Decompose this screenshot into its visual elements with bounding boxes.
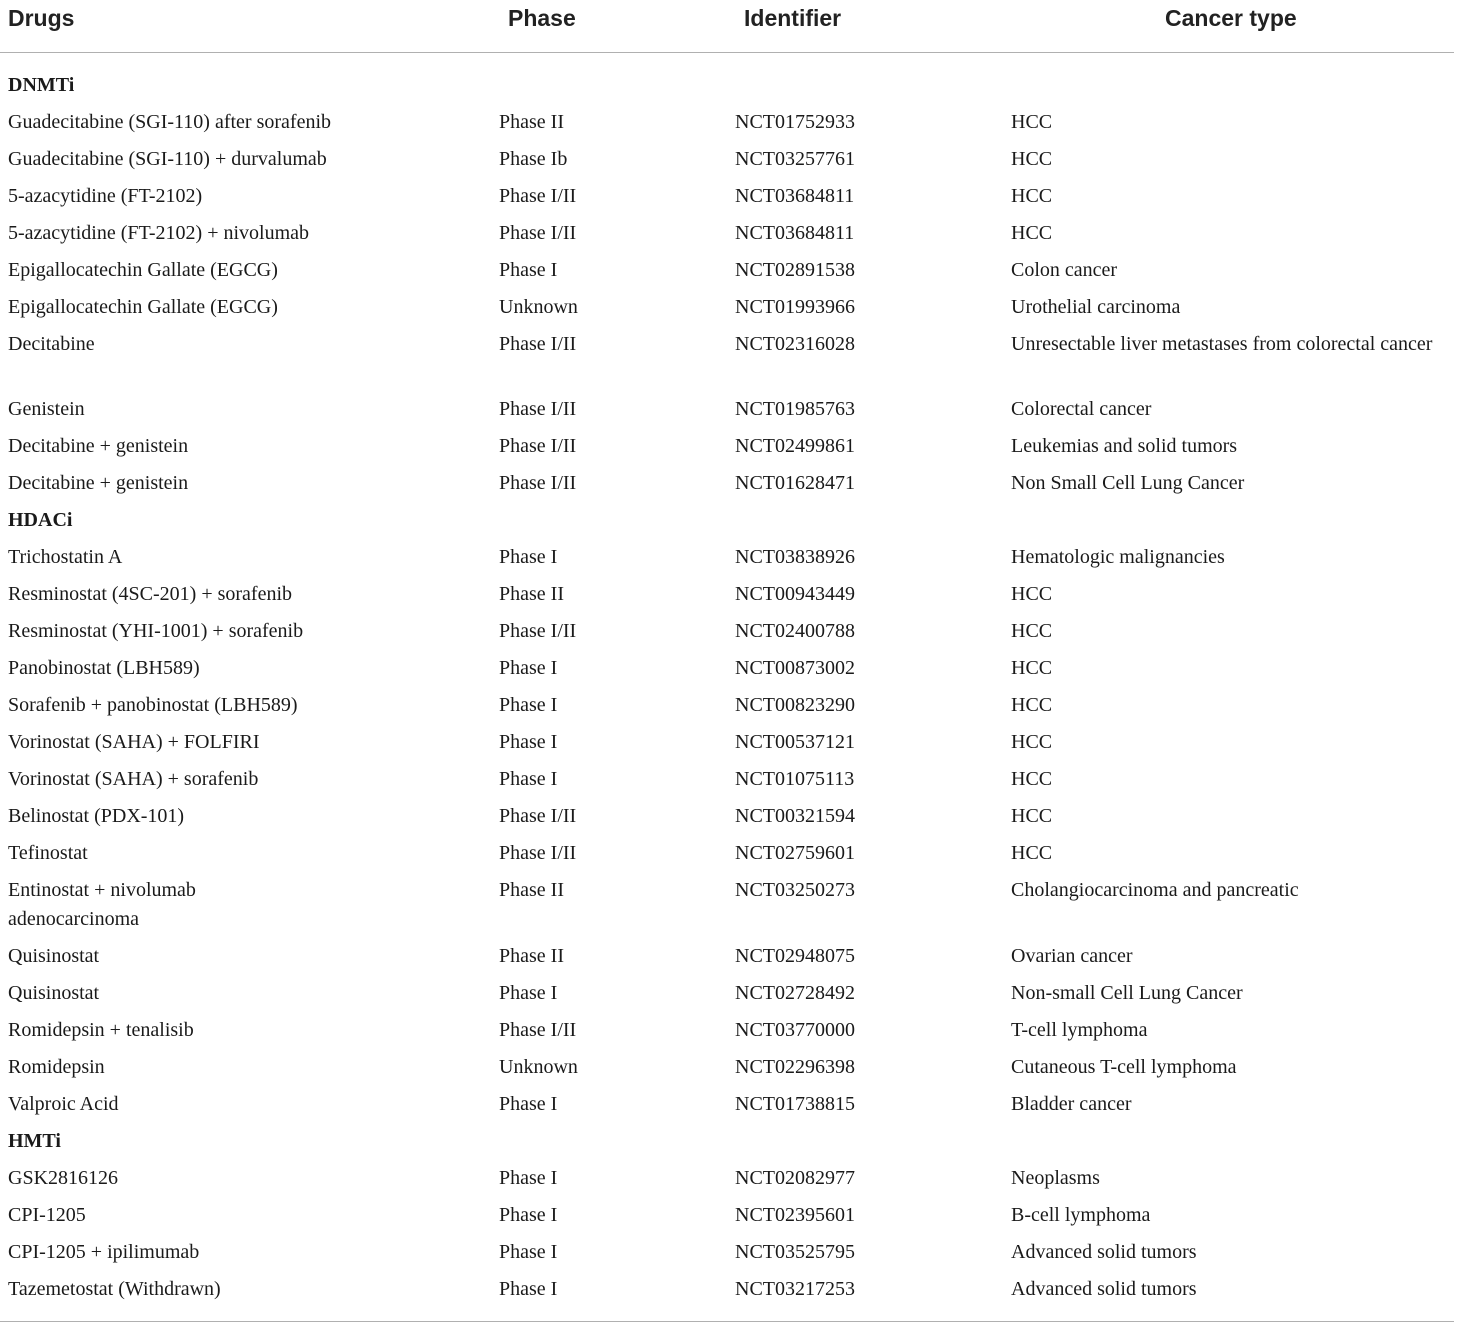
drug-cell: Tefinostat: [8, 842, 88, 864]
drug-cell-continuation: adenocarcinoma: [8, 907, 140, 930]
identifier-cell: NCT03770000: [735, 1018, 855, 1041]
cancer-type-cell: HCC: [1011, 731, 1053, 753]
phase-cell: Phase I/II: [499, 185, 577, 207]
phase-cell: Unknown: [499, 296, 578, 318]
drug-cell: Valproic Acid: [8, 1092, 119, 1115]
cancer-type-cell: Cholangiocarcinoma and pancreatic: [1011, 879, 1299, 901]
cancer-type-cell: Colorectal cancer: [1011, 398, 1152, 420]
identifier-cell: NCT00321594: [735, 805, 855, 827]
cancer-type-cell: Non Small Cell Lung Cancer: [1011, 472, 1245, 494]
phase-cell: Phase I: [499, 259, 558, 281]
drug-cell: Quisinostat: [8, 944, 100, 967]
bottom-rule: [0, 1321, 1454, 1322]
header-drugs: Drugs: [8, 5, 75, 31]
drug-cell: Belinostat (PDX-101): [8, 805, 185, 827]
drug-cell: Panobinostat (LBH589): [8, 657, 200, 679]
phase-cell: Phase I/II: [499, 472, 577, 494]
cancer-type-cell: HCC: [1011, 185, 1053, 207]
drug-cell: Genistein: [8, 398, 85, 420]
phase-cell: Phase II: [499, 879, 564, 901]
drug-cell: 5-azacytidine (FT-2102) + nivolumab: [8, 222, 310, 244]
identifier-cell: NCT03684811: [735, 222, 855, 244]
header-cancer-type: Cancer type: [1165, 5, 1297, 31]
section-heading: DNMTi: [8, 74, 75, 96]
cancer-type-cell: Unresectable liver metastases from colorectal cancer: [1011, 333, 1433, 355]
phase-cell: Phase I: [499, 731, 558, 753]
identifier-cell: NCT01628471: [735, 472, 855, 494]
section-heading: HDACi: [8, 509, 73, 531]
drug-cell: Vorinostat (SAHA) + FOLFIRI: [8, 731, 260, 753]
identifier-cell: NCT02082977: [735, 1166, 855, 1189]
identifier-cell: NCT03250273: [735, 879, 855, 901]
drug-cell: GSK2816126: [8, 1166, 119, 1189]
cancer-type-cell: HCC: [1011, 111, 1053, 133]
cancer-type-cell: Advanced solid tumors: [1011, 1277, 1197, 1300]
phase-cell: Phase I/II: [499, 333, 577, 355]
cancer-type-cell: HCC: [1011, 148, 1053, 170]
phase-cell: Phase I/II: [499, 435, 577, 457]
identifier-cell: NCT02948075: [735, 944, 855, 967]
phase-cell: Phase I: [499, 1277, 558, 1300]
cancer-type-cell: HCC: [1011, 620, 1053, 642]
header-phase: Phase: [508, 5, 576, 31]
drug-cell: Decitabine + genistein: [8, 472, 189, 494]
header-identifier: Identifier: [744, 5, 842, 31]
cancer-type-cell: Urothelial carcinoma: [1011, 296, 1181, 318]
drug-cell: Decitabine: [8, 333, 95, 355]
drug-cell: Vorinostat (SAHA) + sorafenib: [8, 768, 259, 790]
identifier-cell: NCT03838926: [735, 546, 855, 568]
cancer-type-cell: Colon cancer: [1011, 259, 1118, 281]
cancer-type-cell: Neoplasms: [1011, 1166, 1100, 1189]
identifier-cell: NCT01985763: [735, 398, 855, 420]
identifier-cell: NCT00537121: [735, 731, 855, 753]
identifier-cell: NCT02499861: [735, 435, 855, 457]
identifier-cell: NCT01075113: [735, 768, 855, 790]
phase-cell: Phase II: [499, 111, 564, 133]
phase-cell: Phase I: [499, 1240, 558, 1263]
phase-cell: Phase II: [499, 583, 564, 605]
drug-cell: Trichostatin A: [8, 546, 123, 568]
phase-cell: Phase I/II: [499, 398, 577, 420]
drug-cell: CPI-1205: [8, 1203, 86, 1226]
identifier-cell: NCT02728492: [735, 981, 855, 1004]
phase-cell: Phase I: [499, 694, 558, 716]
cancer-type-cell: HCC: [1011, 842, 1053, 864]
identifier-cell: NCT02395601: [735, 1203, 855, 1226]
drug-cell: Epigallocatechin Gallate (EGCG): [8, 296, 278, 318]
phase-cell: Phase I: [499, 546, 558, 568]
phase-cell: Phase I: [499, 1166, 558, 1189]
drug-cell: CPI-1205 + ipilimumab: [8, 1240, 200, 1263]
phase-cell: Phase Ib: [499, 148, 568, 170]
cancer-type-cell: HCC: [1011, 694, 1053, 716]
drug-cell: Guadecitabine (SGI-110) after sorafenib: [8, 111, 332, 133]
cancer-type-cell: B-cell lymphoma: [1011, 1203, 1151, 1226]
phase-cell: Phase I/II: [499, 222, 577, 244]
phase-cell: Phase II: [499, 944, 564, 967]
drug-cell: Tazemetostat (Withdrawn): [8, 1277, 221, 1300]
identifier-cell: NCT00943449: [735, 583, 855, 605]
cancer-type-cell: HCC: [1011, 583, 1053, 605]
header-rule: [0, 52, 1454, 53]
phase-cell: Phase I/II: [499, 805, 577, 827]
identifier-cell: NCT02891538: [735, 259, 855, 281]
identifier-cell: NCT03257761: [735, 148, 855, 170]
cancer-type-cell: HCC: [1011, 222, 1053, 244]
drug-cell: Sorafenib + panobinostat (LBH589): [8, 694, 298, 716]
drug-cell: Epigallocatechin Gallate (EGCG): [8, 259, 278, 281]
identifier-cell: NCT01993966: [735, 296, 855, 318]
phase-cell: Phase I: [499, 1092, 558, 1115]
identifier-cell: NCT02400788: [735, 620, 855, 642]
phase-cell: Unknown: [499, 1055, 578, 1078]
drug-cell: 5-azacytidine (FT-2102): [8, 185, 203, 207]
cancer-type-cell: Non-small Cell Lung Cancer: [1011, 981, 1243, 1004]
phase-cell: Phase I/II: [499, 620, 577, 642]
phase-cell: Phase I/II: [499, 842, 577, 864]
identifier-cell: NCT01738815: [735, 1092, 855, 1115]
phase-cell: Phase I: [499, 981, 558, 1004]
identifier-cell: NCT00823290: [735, 694, 855, 716]
phase-cell: Phase I: [499, 1203, 558, 1226]
phase-cell: Phase I/II: [499, 1018, 577, 1041]
drug-cell: Romidepsin + tenalisib: [8, 1018, 194, 1041]
cancer-type-cell: Advanced solid tumors: [1011, 1240, 1197, 1263]
drug-cell: Guadecitabine (SGI-110) + durvalumab: [8, 148, 327, 170]
drug-cell: Quisinostat: [8, 981, 100, 1004]
drug-cell: Decitabine + genistein: [8, 435, 189, 457]
section-heading: HMTi: [8, 1129, 61, 1152]
identifier-cell: NCT02759601: [735, 842, 855, 864]
identifier-cell: NCT01752933: [735, 111, 855, 133]
cancer-type-cell: HCC: [1011, 805, 1053, 827]
drug-cell: Entinostat + nivolumab: [8, 879, 196, 901]
phase-cell: Phase I: [499, 768, 558, 790]
identifier-cell: NCT03525795: [735, 1240, 855, 1263]
drug-cell: Resminostat (4SC-201) + sorafenib: [8, 583, 293, 605]
cancer-type-cell: HCC: [1011, 657, 1053, 679]
drug-cell: Romidepsin: [8, 1055, 105, 1078]
cancer-type-cell: Bladder cancer: [1011, 1092, 1132, 1115]
cancer-type-cell: T-cell lymphoma: [1011, 1018, 1148, 1041]
drug-cell: Resminostat (YHI-1001) + sorafenib: [8, 620, 304, 642]
identifier-cell: NCT00873002: [735, 657, 855, 679]
phase-cell: Phase I: [499, 657, 558, 679]
identifier-cell: NCT02316028: [735, 333, 855, 355]
cancer-type-cell: Ovarian cancer: [1011, 944, 1133, 967]
identifier-cell: NCT03217253: [735, 1277, 855, 1300]
cancer-type-cell: Hematologic malignancies: [1011, 546, 1225, 568]
cancer-type-cell: Leukemias and solid tumors: [1011, 435, 1238, 457]
cancer-type-cell: HCC: [1011, 768, 1053, 790]
cancer-type-cell: Cutaneous T-cell lymphoma: [1011, 1055, 1237, 1078]
identifier-cell: NCT02296398: [735, 1055, 855, 1078]
identifier-cell: NCT03684811: [735, 185, 855, 207]
